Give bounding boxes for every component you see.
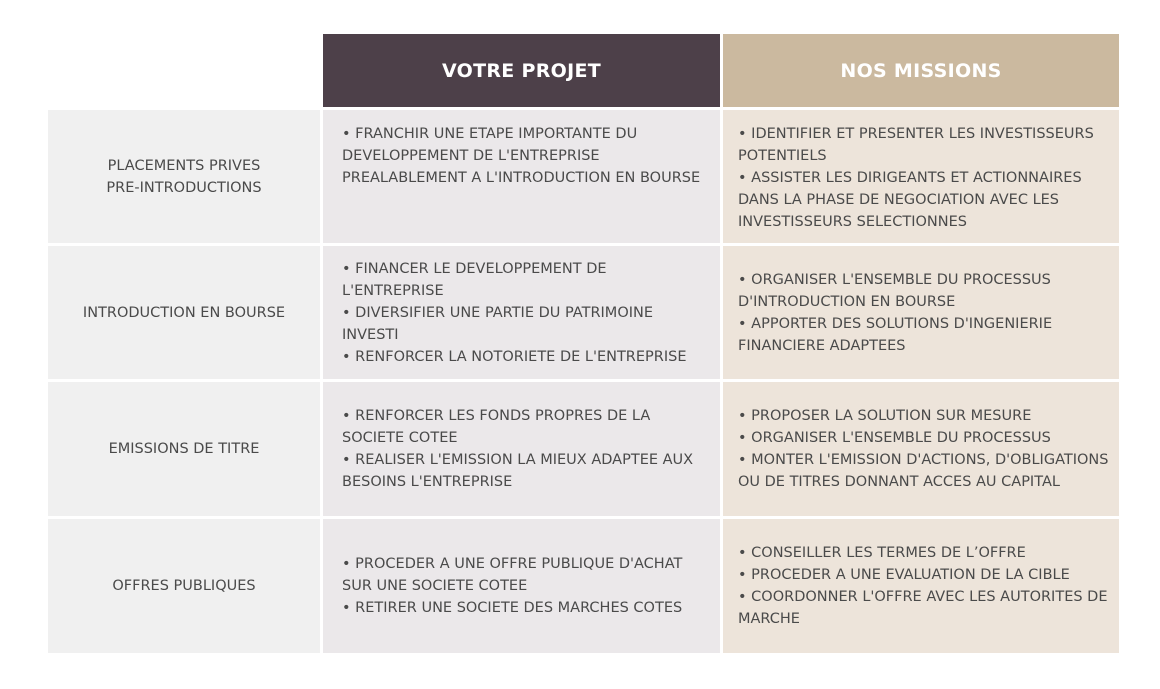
mission-item: • ORGANISER L'ENSEMBLE DU PROCESSUS D'INTRODUCTION EN BOURSE [738, 269, 1111, 313]
projet-item: • FINANCER LE DEVELOPPEMENT DE L'ENTREPRISE [342, 258, 712, 302]
row-label-line: PRE-INTRODUCTIONS [106, 179, 262, 196]
mission-item: • PROPOSER LA SOLUTION SUR MESURE [738, 405, 1111, 427]
row-label-placements-prives [48, 110, 320, 243]
projet-item: • RENFORCER LES FONDS PROPRES DE LA SOCIETE COTEE [342, 405, 712, 449]
row-label-line: EMISSIONS DE TITRE [108, 441, 260, 457]
services-table [48, 34, 1119, 653]
row-label-line: INTRODUCTION EN BOURSE [82, 304, 286, 321]
projet-cell-placements-prives [323, 110, 720, 243]
projet-item: • RENFORCER LA NOTORIETE DE L'ENTREPRISE [342, 346, 712, 368]
missions-cell-emissions-de-titre [723, 382, 1119, 516]
mission-item: • IDENTIFIER ET PRESENTER LES INVESTISSEURS POTENTIELS [738, 123, 1111, 167]
projet-item: • REALISER L'EMISSION LA MIEUX ADAPTEE AUX BESOINS L'ENTREPRISE [342, 449, 712, 493]
projet-item: • DIVERSIFIER UNE PARTIE DU PATRIMOINE INVESTI [342, 302, 712, 346]
mission-item: • PROCEDER A UNE EVALUATION DE LA CIBLE [738, 564, 1111, 586]
row-label-emissions-de-titre [48, 382, 320, 516]
missions-cell-placements-prives [723, 110, 1119, 243]
projet-item: • PROCEDER A UNE OFFRE PUBLIQUE D'ACHAT SUR UNE SOCIETE COTEE [342, 553, 712, 597]
missions-cell-introduction-en-bourse [723, 246, 1119, 379]
row-label-introduction-en-bourse [48, 246, 320, 379]
mission-item: • ASSISTER LES DIRIGEANTS ET ACTIONNAIRES DANS LA PHASE DE NEGOCIATION AVEC LES INVESTISSEURS SELECTIONNES [738, 167, 1111, 233]
header-votre-projet: VOTRE PROJET [323, 34, 720, 107]
corner-empty-cell [48, 34, 320, 107]
projet-item: • FRANCHIR UNE ETAPE IMPORTANTE DU DEVELOPPEMENT DE L'ENTREPRISE PREALABLEMENT A L'INTRODUCTION EN BOURSE [342, 123, 712, 189]
projet-cell-introduction-en-bourse [323, 246, 720, 379]
mission-item: • APPORTER DES SOLUTIONS D'INGENIERIE FINANCIERE ADAPTEES [738, 313, 1111, 357]
projet-cell-offres-publiques [323, 519, 720, 653]
mission-item: • MONTER L'EMISSION D'ACTIONS, D'OBLIGATIONS OU DE TITRES DONNANT ACCES AU CAPITAL [738, 449, 1111, 493]
mission-item: • CONSEILLER LES TERMES DE L’OFFRE [738, 542, 1111, 564]
row-label-line: OFFRES PUBLIQUES [112, 578, 256, 594]
projet-cell-emissions-de-titre [323, 382, 720, 516]
projet-item: • RETIRER UNE SOCIETE DES MARCHES COTES [342, 597, 712, 619]
row-label-offres-publiques [48, 519, 320, 653]
row-label-line: PLACEMENTS PRIVES [107, 157, 261, 174]
header-nos-missions: NOS MISSIONS [723, 34, 1119, 107]
missions-cell-offres-publiques [723, 519, 1119, 653]
mission-item: • COORDONNER L'OFFRE AVEC LES AUTORITES DE MARCHE [738, 586, 1111, 630]
mission-item: • ORGANISER L'ENSEMBLE DU PROCESSUS [738, 427, 1111, 449]
